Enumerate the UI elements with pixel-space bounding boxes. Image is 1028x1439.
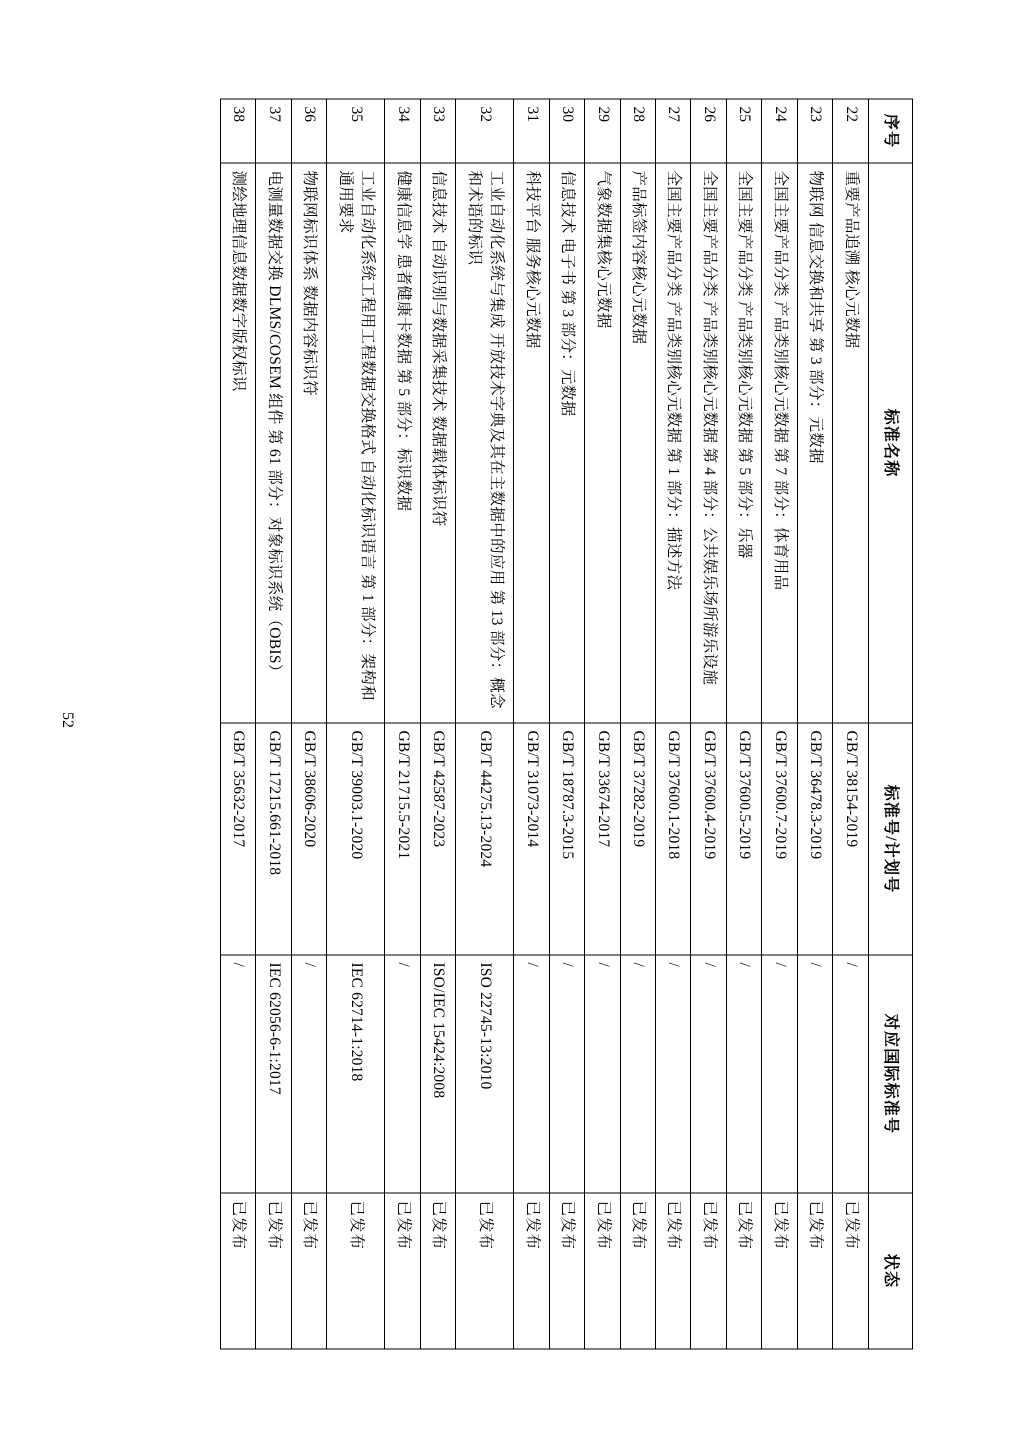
cell-seq: 38 [220,99,255,163]
standards-table-container [153,98,913,1348]
cell-international: ISO 22745-13:2010 [456,955,514,1193]
cell-standard-number: GB/T 38154-2019 [833,723,868,955]
cell-status: 已发布 [456,1193,514,1349]
cell-status: 已发布 [726,1193,761,1349]
cell-international: / [585,955,620,1193]
cell-seq: 25 [726,99,761,163]
cell-standard-number: GB/T 42587-2023 [420,723,455,955]
cell-standard-name: 气象数据集核心元数据 [585,163,620,723]
cell-international: / [514,955,549,1193]
cell-international: / [220,955,255,1193]
cell-seq: 32 [456,99,514,163]
cell-status: 已发布 [514,1193,549,1349]
table-row [385,99,420,1349]
table-row [291,99,326,1349]
cell-standard-number: GB/T 31073-2014 [514,723,549,955]
cell-international: / [797,955,832,1193]
cell-seq: 29 [585,99,620,163]
cell-status: 已发布 [256,1193,291,1349]
cell-standard-number: GB/T 38606-2020 [291,723,326,955]
cell-standard-name: 全国主要产品分类 产品类别核心元数据 第 7 部分：体育用品 [762,163,797,723]
cell-seq: 35 [327,99,385,163]
cell-seq: 22 [833,99,868,163]
table-row [726,99,761,1349]
cell-standard-number: GB/T 17215.661-2018 [256,723,291,955]
cell-standard-number: GB/T 18787.3-2015 [549,723,584,955]
column-header-standard-number: 标准号/计划号 [868,723,912,955]
cell-standard-name: 测绘地理信息数据数字版权标识 [220,163,255,723]
table-row [656,99,691,1349]
table-row [549,99,584,1349]
cell-international: / [691,955,726,1193]
cell-standard-name: 产品标签内容核心元数据 [620,163,655,723]
cell-status: 已发布 [762,1193,797,1349]
cell-status: 已发布 [549,1193,584,1349]
standards-table [220,98,913,1349]
table-row [256,99,291,1349]
cell-international: IEC 62056-6-1:2017 [256,955,291,1193]
table-row [833,99,868,1349]
table-row [456,99,514,1349]
cell-standard-name: 全国主要产品分类 产品类别核心元数据 第 5 部分：乐器 [726,163,761,723]
cell-seq: 37 [256,99,291,163]
table-header [868,99,912,1349]
cell-standard-name: 工业自动化系统工程用工程数据交换格式 自动化标识语言 第 1 部分：架构和通用要求 [327,163,385,723]
cell-status: 已发布 [220,1193,255,1349]
table-row [691,99,726,1349]
cell-standard-number: GB/T 37600.7-2019 [762,723,797,955]
cell-seq: 31 [514,99,549,163]
cell-international: / [726,955,761,1193]
cell-international: / [620,955,655,1193]
cell-standard-name: 全国主要产品分类 产品类别核心元数据 第 4 部分：公共娱乐场所游乐设施 [691,163,726,723]
page-number: 52 [59,711,76,728]
cell-international: / [762,955,797,1193]
table-body [220,99,868,1349]
cell-standard-number: GB/T 37600.4-2019 [691,723,726,955]
cell-seq: 24 [762,99,797,163]
cell-status: 已发布 [585,1193,620,1349]
cell-standard-number: GB/T 37282-2019 [620,723,655,955]
cell-standard-number: GB/T 33674-2017 [585,723,620,955]
cell-international: / [833,955,868,1193]
cell-standard-number: GB/T 21715.5-2021 [385,723,420,955]
cell-seq: 36 [291,99,326,163]
cell-standard-name: 科技平台 服务核心元数据 [514,163,549,723]
cell-status: 已发布 [327,1193,385,1349]
cell-status: 已发布 [833,1193,868,1349]
cell-international: / [549,955,584,1193]
cell-status: 已发布 [656,1193,691,1349]
cell-status: 已发布 [797,1193,832,1349]
cell-status: 已发布 [691,1193,726,1349]
cell-standard-number: GB/T 39003.1-2020 [327,723,385,955]
cell-seq: 34 [385,99,420,163]
cell-seq: 30 [549,99,584,163]
cell-standard-number: GB/T 44275.13-2024 [456,723,514,955]
cell-status: 已发布 [620,1193,655,1349]
cell-standard-name: 健康信息学 患者健康卡数据 第 5 部分：标识数据 [385,163,420,723]
cell-standard-name: 工业自动化系统与集成 开放技术字典及其在主数据中的应用 第 13 部分：概念和术语的标识 [456,163,514,723]
table-row [620,99,655,1349]
cell-seq: 28 [620,99,655,163]
cell-standard-number: GB/T 36478.3-2019 [797,723,832,955]
column-header-status: 状态 [868,1193,912,1349]
cell-status: 已发布 [291,1193,326,1349]
cell-standard-name: 信息技术 电子书 第 3 部分：元数据 [549,163,584,723]
table-header-row [868,99,912,1349]
cell-international: / [656,955,691,1193]
cell-standard-name: 全国主要产品分类 产品类别核心元数据 第 1 部分：描述方法 [656,163,691,723]
cell-standard-number: GB/T 35632-2017 [220,723,255,955]
table-row [327,99,385,1349]
table-row [220,99,255,1349]
table-row [762,99,797,1349]
table-row [420,99,455,1349]
column-header-international-number: 对应国际标准号 [868,955,912,1193]
cell-standard-name: 信息技术 自动识别与数据采集技术 数据载体标识符 [420,163,455,723]
cell-seq: 27 [656,99,691,163]
table-row [797,99,832,1349]
cell-international: ISO/IEC 15424:2008 [420,955,455,1193]
cell-standard-name: 物联网标识体系 数据内容标识符 [291,163,326,723]
cell-standard-name: 物联网 信息交换和共享 第 3 部分：元数据 [797,163,832,723]
column-header-standard-name: 标准名称 [868,163,912,723]
cell-seq: 26 [691,99,726,163]
cell-international: / [291,955,326,1193]
cell-seq: 33 [420,99,455,163]
table-row [585,99,620,1349]
cell-seq: 23 [797,99,832,163]
cell-standard-name: 电测量数据交换 DLMS/COSEM 组件 第 61 部分：对象标识系统（OBIS） [256,163,291,723]
cell-standard-number: GB/T 37600.5-2019 [726,723,761,955]
cell-standard-name: 重要产品追溯 核心元数据 [833,163,868,723]
cell-international: IEC 62714-1:2018 [327,955,385,1193]
column-header-seq: 序号 [868,99,912,163]
cell-status: 已发布 [385,1193,420,1349]
cell-status: 已发布 [420,1193,455,1349]
cell-standard-number: GB/T 37600.1-2018 [656,723,691,955]
table-row [514,99,549,1349]
cell-international: / [385,955,420,1193]
